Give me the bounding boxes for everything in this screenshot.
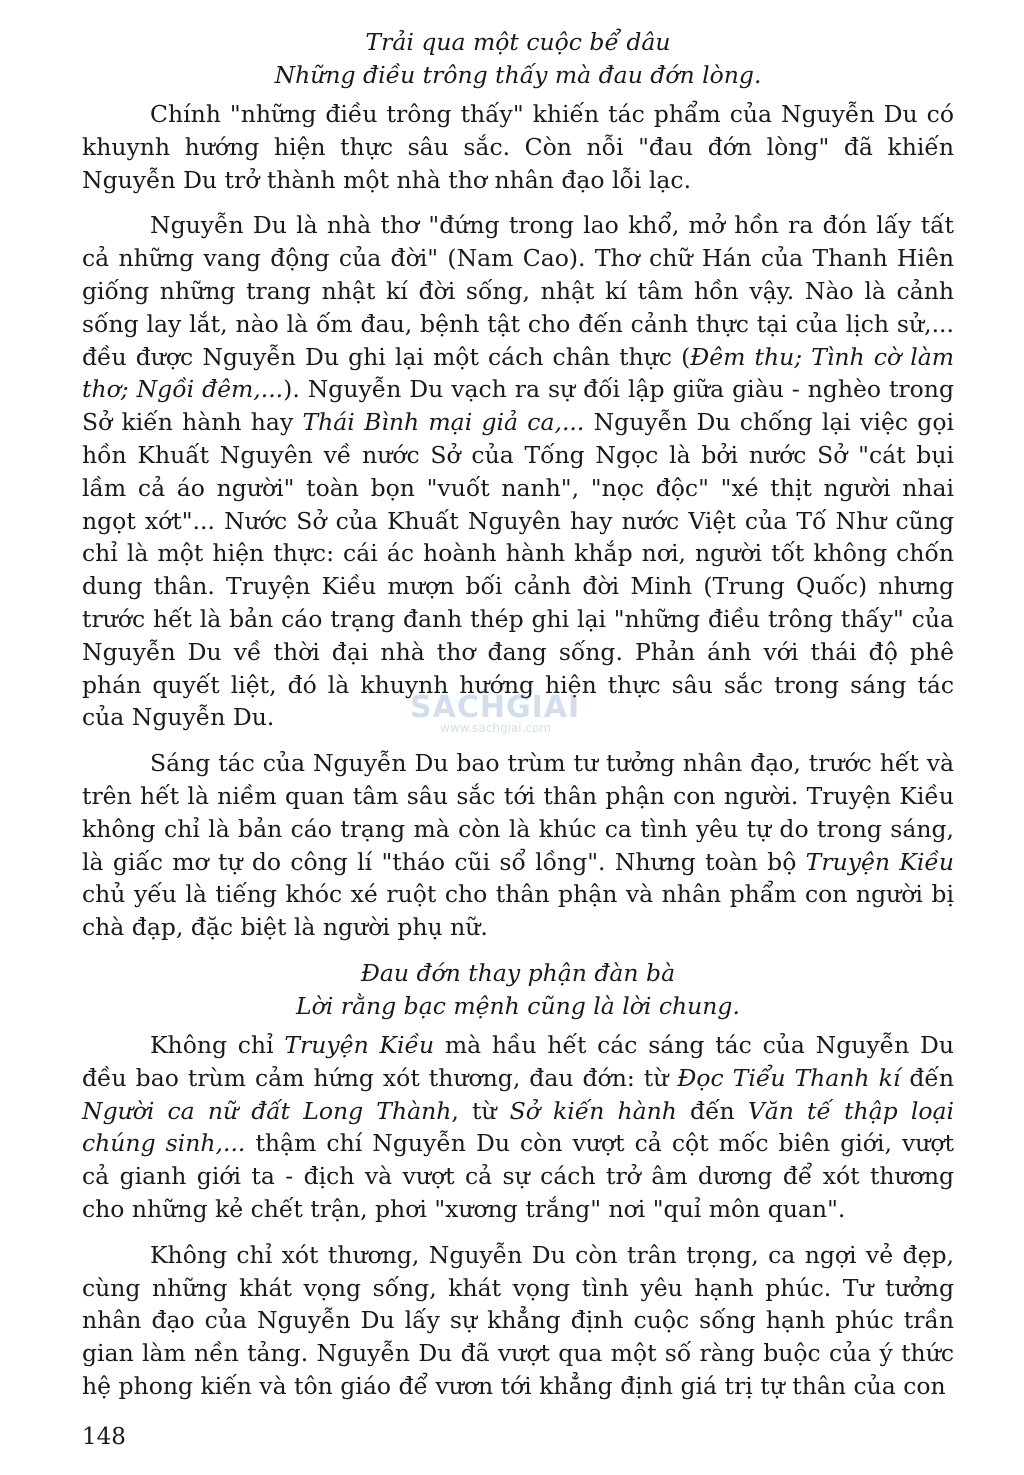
italic-title: Truyện Kiều — [805, 847, 954, 876]
watermark-url: www.sachgiai.com — [440, 721, 552, 735]
italic-title: Văn tế thập loại chúng sinh,... — [82, 1096, 955, 1158]
text-run: Không chỉ — [150, 1030, 285, 1059]
text-run: đến — [676, 1096, 748, 1125]
text-run: Nguyễn Du là nhà thơ "đứng trong lao khổ, mở hồn ra đón lấy tất cả những vang động của đời" (Nam Cao). Thơ chữ Hán của Thanh Hiên giống những trang nhật kí đời sống, nhật kí tâm hồn vậy. Nào là cảnh sống lay lắt, nào là ốm đau, bệnh tật cho đến cảnh thực tại của lịch sử,... đều được Nguyễn Du ghi lại một cách chân thực ( — [82, 211, 954, 371]
italic-title: Truyện Kiều — [284, 1030, 435, 1059]
text-run: đến — [900, 1063, 954, 1092]
verse-line: Đau đớn thay phận đàn bà — [360, 958, 676, 987]
text-run: ). Nguyễn Du vạch ra sự đối lập giữa giàu - nghèo trong Sở kiến hành hay — [82, 375, 954, 437]
paragraph-3 — [82, 747, 954, 944]
paragraph-2 — [82, 209, 954, 734]
verse-line: Lời rằng bạc mệnh cũng là lời chung. — [296, 991, 740, 1020]
text-run: thậm chí Nguyễn Du còn vượt cả cột mốc biên giới, vượt cả gianh giới ta - địch và vượt cả sự cách trở âm dương để xót thương cho những kẻ chết trận, phơi "xương trắng" nơi "quỉ môn quan". — [82, 1129, 954, 1223]
text-run: Nguyễn Du chống lại việc gọi hồn Khuất Nguyên về nước Sở của Tống Ngọc là bởi nước Sở "cát bụi lầm cả áo người" toàn bọn "vuốt nanh", "nọc độc" "xé thịt người nhai ngọt xớt"... Nước Sở của Khuất Nguyên hay nước Việt của Tố Như cũng chỉ là một hiện thực: cái ác hoành hành khắp nơi, người tốt không chốn dung thân. Truyện Kiều mượn bối cảnh đời Minh (Trung Quốc) nhưng trước hết là bản cáo trạng đanh thép ghi lại "những điều trông thấy" của Nguyễn Du về thời đại nhà thơ đang sống. Phản ánh với thái độ phê phán quyết liệt, đó là khuynh hướng hiện thực sâu sắc trong sáng tác của Nguyễn Du. — [82, 408, 954, 732]
verse-quote-2 — [82, 957, 954, 1023]
italic-title: Đọc Tiểu Thanh kí — [677, 1063, 901, 1092]
paragraph-1: Chính "những điều trông thấy" khiến tác phẩm của Nguyễn Du có khuynh hướng hiện thực sâu sắc. Còn nỗi "đau đớn lòng" đã khiến Nguyễn Du trở thành một nhà thơ nhân đạo lỗi lạc. — [82, 100, 954, 194]
page-number: 148 — [82, 1424, 126, 1450]
verse-line: Những điều trông thấy mà đau đớn lòng. — [274, 61, 762, 89]
text-run: chủ yếu là tiếng khóc xé ruột cho thân phận và nhân phẩm con người bị chà đạp, đặc biệt là người phụ nữ. — [82, 880, 954, 942]
italic-title: Đêm thu; Tình cờ làm thơ; Ngồi đêm,... — [82, 342, 955, 404]
italic-title: Sở kiến hành — [509, 1096, 677, 1125]
paragraph-4 — [82, 1029, 954, 1226]
paragraph-5: Không chỉ xót thương, Nguyễn Du còn trân trọng, ca ngợi vẻ đẹp, cùng những khát vọng sống, khát vọng tình yêu hạnh phúc. Tư tưởng nhân đạo của Nguyễn Du lấy sự khẳng định cuộc sống hạnh phúc trần gian làm nền tảng. Nguyễn Du đã vượt qua một số ràng buộc của ý thức hệ phong kiến và tôn giáo để vươn tới khẳng định giá trị tự thân của con — [82, 1240, 954, 1400]
verse-quote-1 — [82, 26, 954, 92]
text-run: mà hầu hết các sáng tác của Nguyễn Du đều bao trùm cảm hứng xót thương, đau đớn: từ — [82, 1030, 954, 1092]
text-run: , từ — [451, 1096, 510, 1125]
page-content — [82, 26, 954, 1416]
watermark-title: SACHGIAI — [410, 690, 581, 725]
italic-title: Thái Bình mại giả ca,... — [302, 408, 585, 437]
text-run: Sáng tác của Nguyễn Du bao trùm tư tưởng nhân đạo, trước hết và trên hết là niềm quan tâm sâu sắc tới thân phận con người. Truyện Kiều không chỉ là bản cáo trạng mà còn là khúc ca tình yêu tự do trong sáng, là giấc mơ tự do công lí "tháo cũi sổ lồng". Nhưng toàn bộ — [82, 749, 954, 876]
verse-line: Trải qua một cuộc bể dâu — [365, 28, 671, 56]
italic-title: Người ca nữ đất Long Thành — [82, 1096, 452, 1125]
